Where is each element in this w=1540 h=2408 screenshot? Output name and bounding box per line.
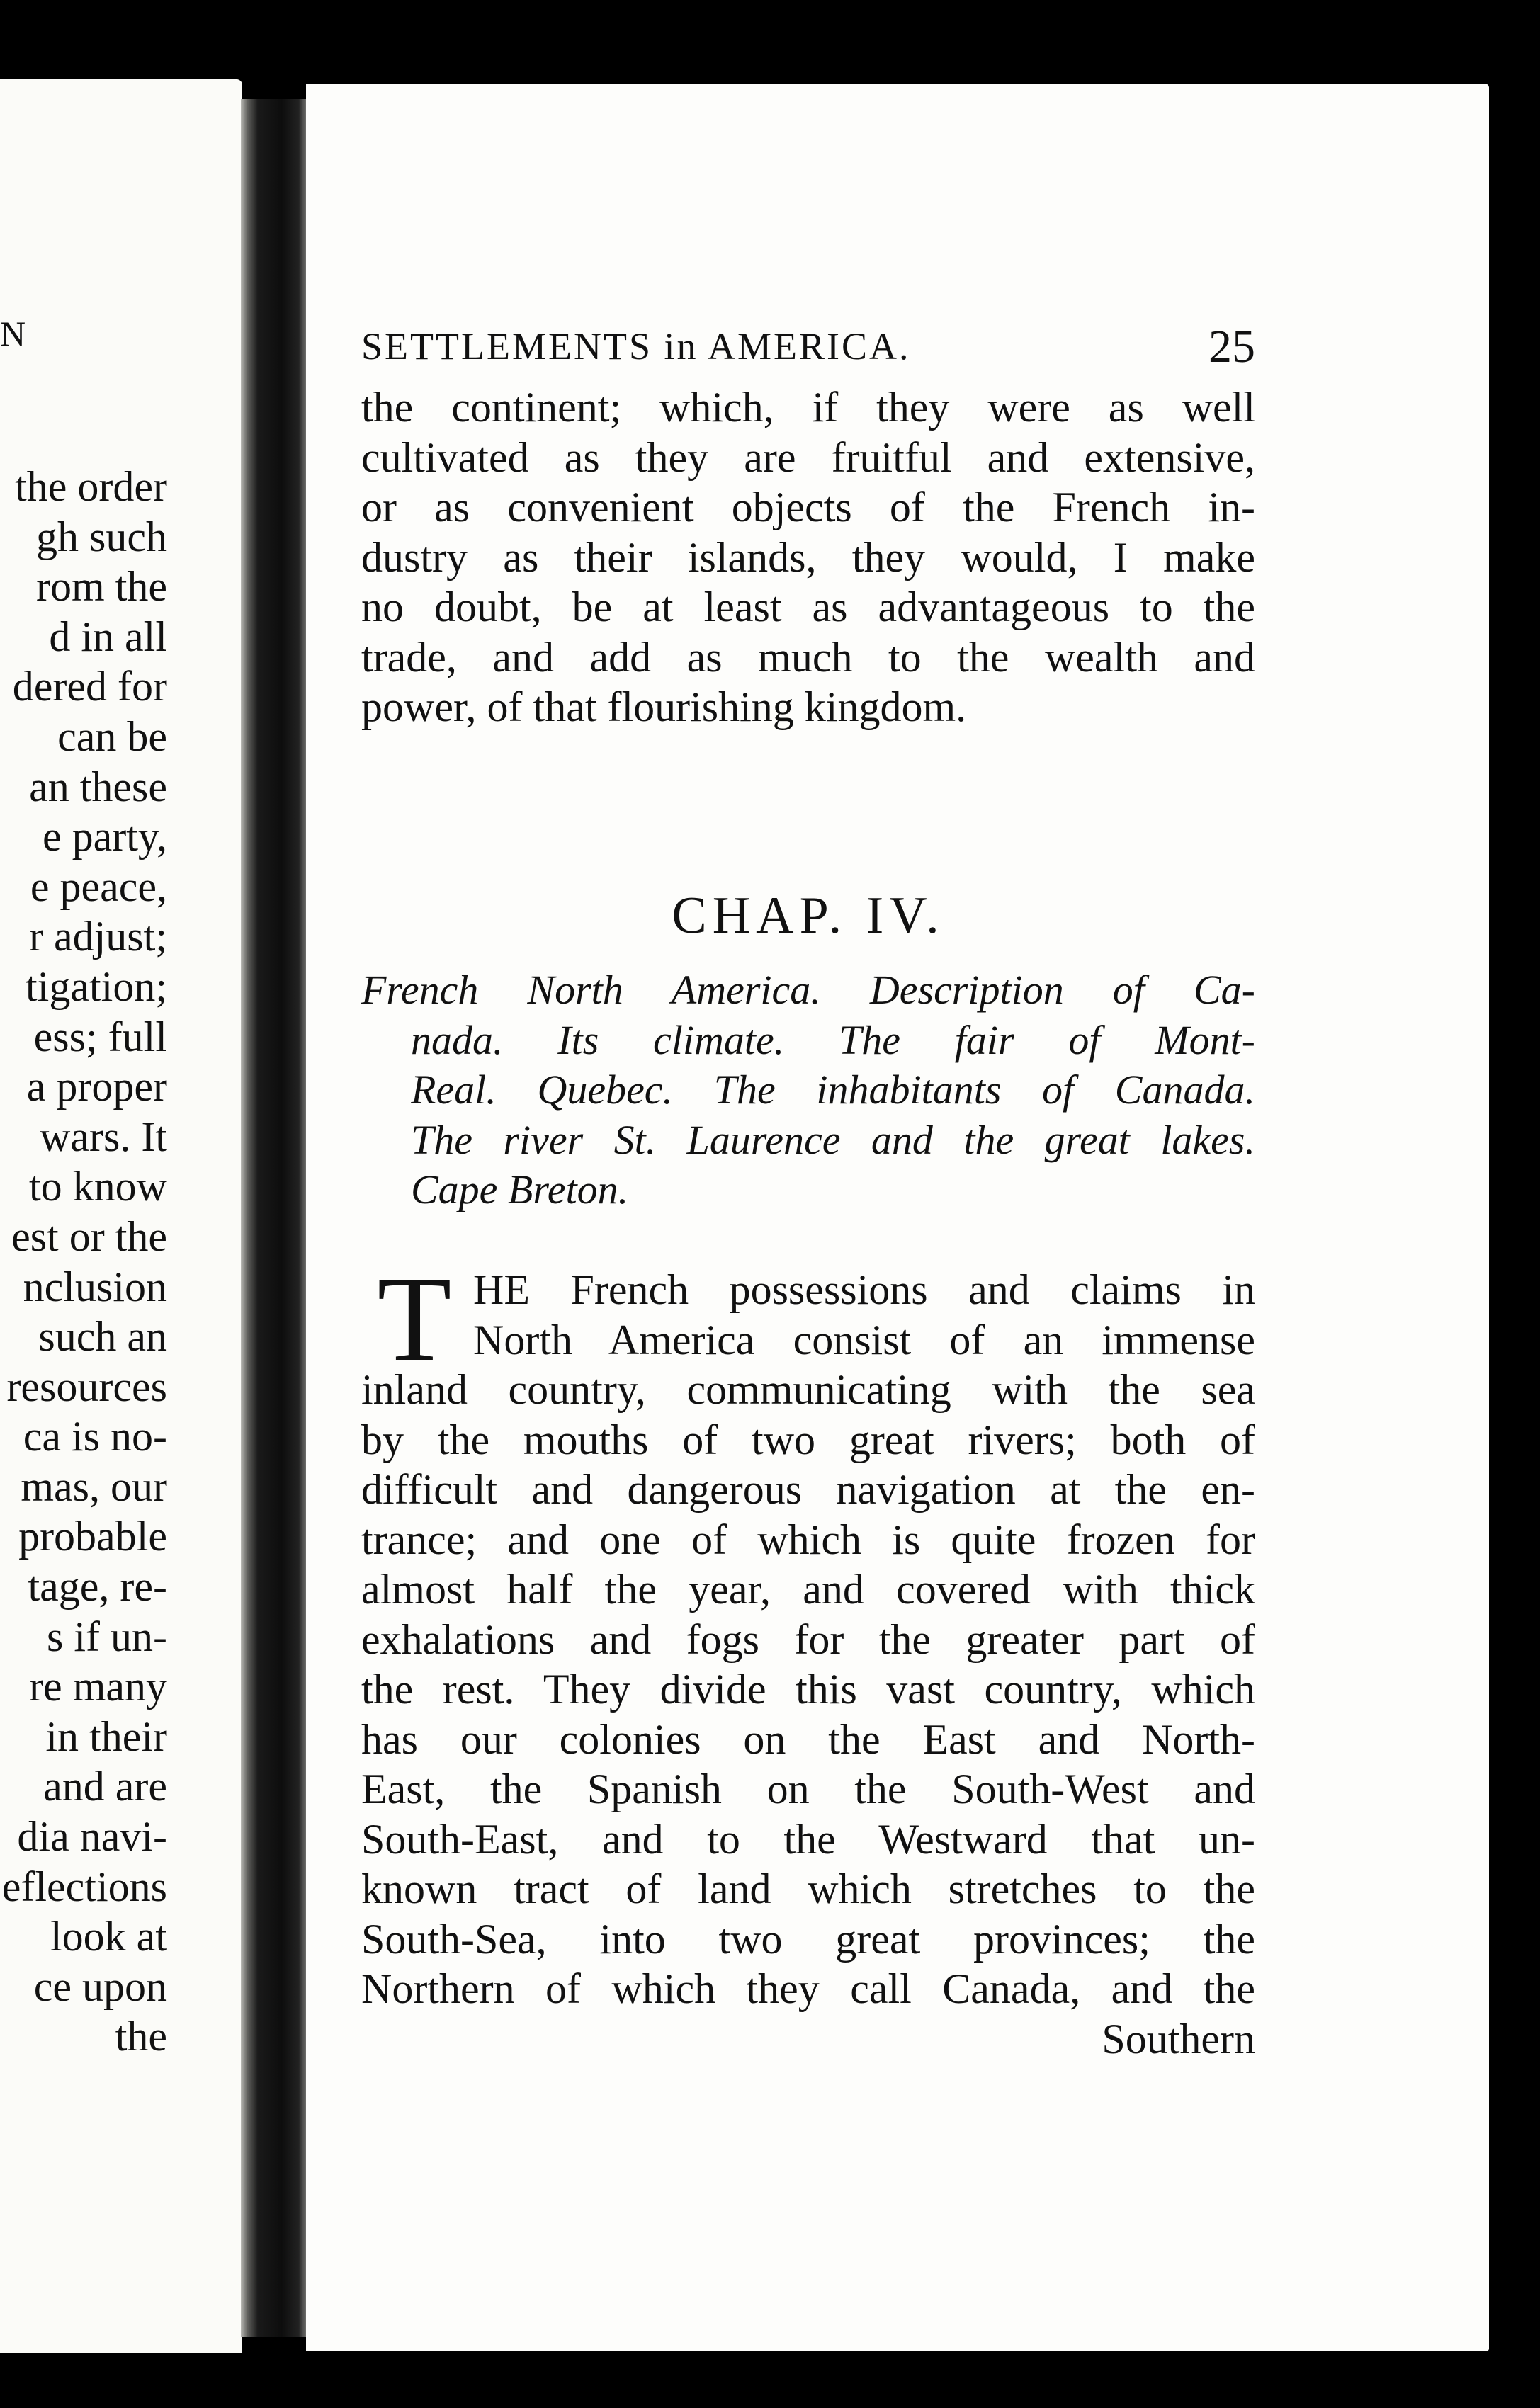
text-line: probable	[18, 1513, 167, 1560]
text-line: by the mouths of two great rivers; both of	[361, 1416, 1255, 1463]
text-line: Cape Breton.	[411, 1166, 629, 1212]
running-head-title: SETTLEMENTS in AMERICA.	[361, 325, 911, 368]
text-line: s if un-	[47, 1613, 167, 1660]
book-gutter	[241, 99, 309, 2337]
text-line: gh such	[36, 513, 167, 560]
text-line: HE French possessions and claims in	[473, 1266, 1255, 1313]
text-line: wars. It	[40, 1113, 167, 1160]
text-line: tage, re-	[28, 1563, 167, 1611]
text-line: almost half the year, and covered with thick	[361, 1566, 1255, 1613]
text-line: look at	[50, 1913, 167, 1960]
text-line: to know	[29, 1163, 167, 1210]
text-line: exhalations and fogs for the greater part of	[361, 1615, 1255, 1663]
text-line: r adjust;	[29, 913, 167, 960]
text-line: the rest. They divide this vast country, which	[361, 1666, 1255, 1713]
body-paragraph	[361, 1252, 1255, 2064]
text-line: cultivated as they are fruitful and extensive,	[361, 433, 1255, 481]
text-line: e peace,	[30, 863, 167, 910]
text-line: South-East, and to the Westward that un-	[361, 1815, 1255, 1863]
text-line: e party,	[42, 813, 167, 861]
text-line: eflections	[1, 1863, 167, 1910]
body-lines	[361, 1252, 1255, 2014]
text-line: mas, our	[21, 1463, 167, 1510]
text-line: in their	[45, 1713, 167, 1760]
text-line: the	[115, 2013, 167, 2060]
text-line: a proper	[26, 1063, 167, 1111]
text-line: resources	[6, 1363, 167, 1410]
left-running-head: N	[0, 314, 28, 353]
text-line: dia navi-	[17, 1813, 167, 1861]
text-line: trade, and add as much to the wealth and	[361, 633, 1255, 681]
text-line: or as convenient objects of the French in-	[361, 484, 1255, 530]
text-line: rom the	[36, 563, 167, 610]
chapter-summary	[361, 965, 1255, 1215]
text-line: dustry as their islands, they would, I make	[361, 533, 1255, 581]
text-line: inland country, communicating with the sea	[361, 1366, 1255, 1413]
text-line: no doubt, be at least as advantageous to the	[361, 584, 1255, 630]
drop-cap: T	[377, 1252, 452, 1387]
page-number: 25	[1208, 321, 1255, 373]
text-line: Northern of which they call Canada, and the	[361, 1965, 1255, 2012]
text-line: dered for	[12, 663, 167, 710]
text-line: trance; and one of which is quite frozen for	[361, 1516, 1255, 1563]
text-line: power, of that flourishing kingdom.	[361, 683, 967, 730]
text-line: and are	[43, 1763, 167, 1810]
text-line: known tract of land which stretches to the	[361, 1865, 1255, 1912]
text-line: difficult and dangerous navigation at the en-	[361, 1466, 1255, 1513]
text-line: the continent; which, if they were as well	[361, 384, 1255, 431]
text-line: nada. Its climate. The fair of Mont-	[411, 1016, 1255, 1063]
text-line: South-Sea, into two great provinces; the	[361, 1915, 1255, 1963]
text-line: nclusion	[23, 1263, 167, 1310]
text-line: such an	[38, 1313, 167, 1361]
left-page-text	[0, 462, 167, 2062]
text-line: can be	[57, 712, 167, 760]
text-line: ca is no-	[23, 1413, 167, 1460]
catchword: Southern	[1102, 2015, 1255, 2062]
left-page	[0, 79, 242, 2353]
text-line: ess; full	[33, 1013, 167, 1060]
text-line: North America consist of an immense	[473, 1316, 1255, 1363]
text-line: the order	[15, 463, 167, 510]
text-line: East, the Spanish on the South-West and	[361, 1766, 1255, 1812]
running-head	[361, 321, 1255, 381]
text-line: est or the	[11, 1212, 167, 1260]
chapter-title: CHAP. IV.	[672, 887, 945, 945]
text-line: tigation;	[26, 962, 167, 1010]
text-line: Real. Quebec. The inhabitants of Canada.	[411, 1067, 1255, 1113]
text-line: re many	[29, 1663, 167, 1710]
text-line: has our colonies on the East and North-	[361, 1715, 1255, 1763]
text-line: The river St. Laurence and the great lakes.	[411, 1116, 1255, 1163]
text-line: ce upon	[33, 1963, 167, 2010]
text-line: an these	[29, 763, 167, 810]
text-line: French North America. Description of Ca-	[361, 967, 1255, 1013]
right-page	[306, 84, 1489, 2351]
text-line: d in all	[49, 613, 167, 660]
opening-paragraph	[361, 382, 1255, 732]
